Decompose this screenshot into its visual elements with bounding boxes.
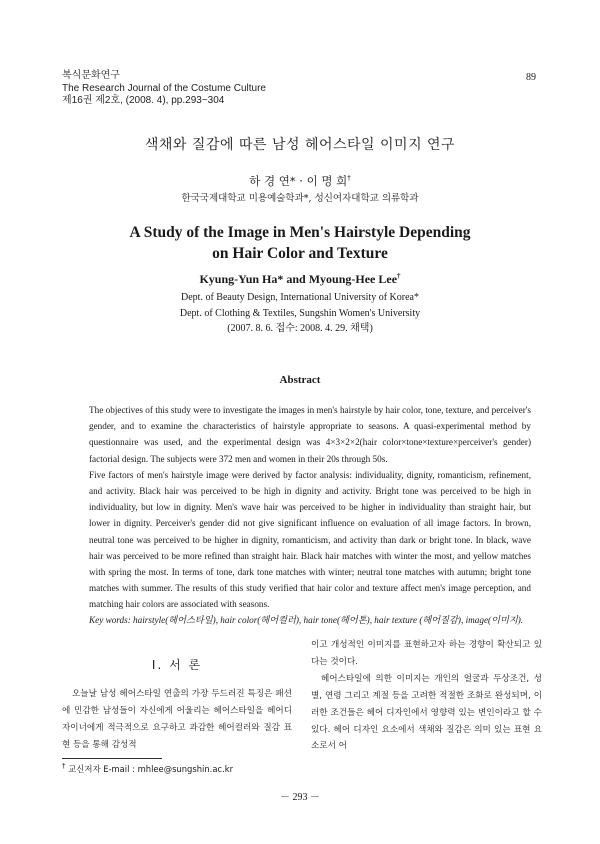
abstract-body — [89, 402, 531, 613]
intro-paragraph-1: 오늘날 남성 헤어스타일 연출의 가장 두드러진 특징은 패션에 민감한 남성들이 자신에게 어울리는 헤어스타일을 헤어디자이너에게 적극적으로 요구하고 과감한 헤어컬러와 질감 표현 등을 통해 감성적 — [62, 689, 292, 750]
body-column-left — [62, 686, 292, 754]
footnote-mark: † — [62, 762, 66, 770]
korean-affiliation: 한국국제대학교 미용예술학과*, 성신여자대학교 의류학과 — [181, 193, 419, 204]
intro-paragraph-2: 헤어스타일에 의한 이미지는 개인의 얼굴과 두상조건, 성별, 연령 그리고 계절 등을 고려한 적절한 조화로 완성되며, 이러한 조건들은 헤어 디자인에서 영향력 있는 변인이라고 할 수 있다. 헤어 디자인 요소에서 색채와 질감은 의미 있는 표현 요소로서 어 — [311, 673, 542, 752]
english-affiliations — [0, 290, 600, 337]
journal-header — [62, 70, 266, 108]
corresponding-mark: † — [347, 174, 351, 183]
affiliation-2: Dept. of Clothing & Textiles, Sungshin Women's University — [179, 307, 421, 319]
intro-paragraph-1-continued: 이고 개성적인 이미지를 표현하고자 하는 경향이 확산되고 있다는 것이다. — [311, 640, 542, 667]
abstract-paragraph-2 — [89, 467, 531, 613]
english-title-line-2: on Hair Color and Texture — [212, 245, 388, 262]
submission-dates: (2007. 8. 6. 접수: 2008. 4. 29. 채택) — [227, 323, 373, 334]
abstract-paragraph-1 — [89, 402, 531, 467]
section-heading-introduction: Ⅰ. 서 론 — [151, 658, 203, 672]
corresponding-mark-en: † — [397, 272, 401, 280]
footnote — [62, 762, 233, 775]
keywords: Key words: hairstyle(헤어스타일), hair color(헤어컬러), hair tone(헤어톤), hair texture (헤어질감), image(이미지). — [89, 615, 524, 625]
footnote-divider — [62, 758, 162, 759]
affiliation-1: Dept. of Beauty Design, International University of Korea* — [181, 292, 419, 303]
footnote-text: 교신저자 E-mail : mhlee@sungshin.ac.kr — [68, 763, 234, 774]
body-column-right — [311, 637, 542, 755]
page-number: 89 — [526, 72, 536, 83]
journal-name-english: The Research Journal of the Costume Culture — [62, 82, 266, 94]
abstract-paragraph-1-text: The objectives of this study were to investigate the images in men's hairstyle by hair color, tone, texture, and perceiver's gender, and to examine the characteristics of hairstyle appropriate to seasons. A quasi-experimental method by questionnaire was used, and the experimental design was 4×3×2×2(hair color×tone×texture×perceiver's gender) factorial design. The subjects were 372 men and women in their 20s through 50s. — [89, 405, 531, 464]
journal-name-korean: 복식문화연구 — [62, 70, 120, 81]
english-author-names: Kyung-Yun Ha* and Myoung-Hee Lee — [199, 272, 398, 286]
abstract-paragraph-2-text: Five factors of men's hairstyle image were derived by factor analysis: individuality, dignity, romanticism, refinement, and activity. Black hair was perceived to be high in dignity and activity. Bright tone was perceived to be high in individuality, but low in dignity. Men's wave hair was perceived to be higher in individuality than straight hair, but lower in dignity. Perceiver's gender did not give significant influence on evaluation of all image factors. In brown, neutral tone was perceived to be higher in dignity, romanticism, and activity than dark or bright tone. In black, wave hair was perceived to be more refined than straight hair. Black hair matches with winter the most, and yellow matches with spring the most. In terms of tone, dark tone matches with winter; neutral tone matches with autumn; bright tone matches with summer. The results of this study verified that hair color and texture affect men's image perception, and matching hair colors are associated with seasons. — [89, 469, 531, 610]
english-title-line-1: A Study of the Image in Men's Hairstyle Depending — [129, 224, 471, 241]
korean-author-names: 하 경 연* · 이 명 희 — [249, 174, 348, 188]
english-title — [0, 222, 600, 264]
english-authors — [0, 272, 600, 287]
korean-authors — [0, 173, 600, 189]
abstract-heading: Abstract — [279, 374, 321, 386]
korean-title: 색채와 질감에 따른 남성 헤어스타일 이미지 연구 — [144, 137, 456, 153]
page-footer-number: － 293 － — [280, 792, 320, 803]
journal-volume: 제16권 제2호, (2008. 4), pp.293~304 — [62, 95, 225, 106]
